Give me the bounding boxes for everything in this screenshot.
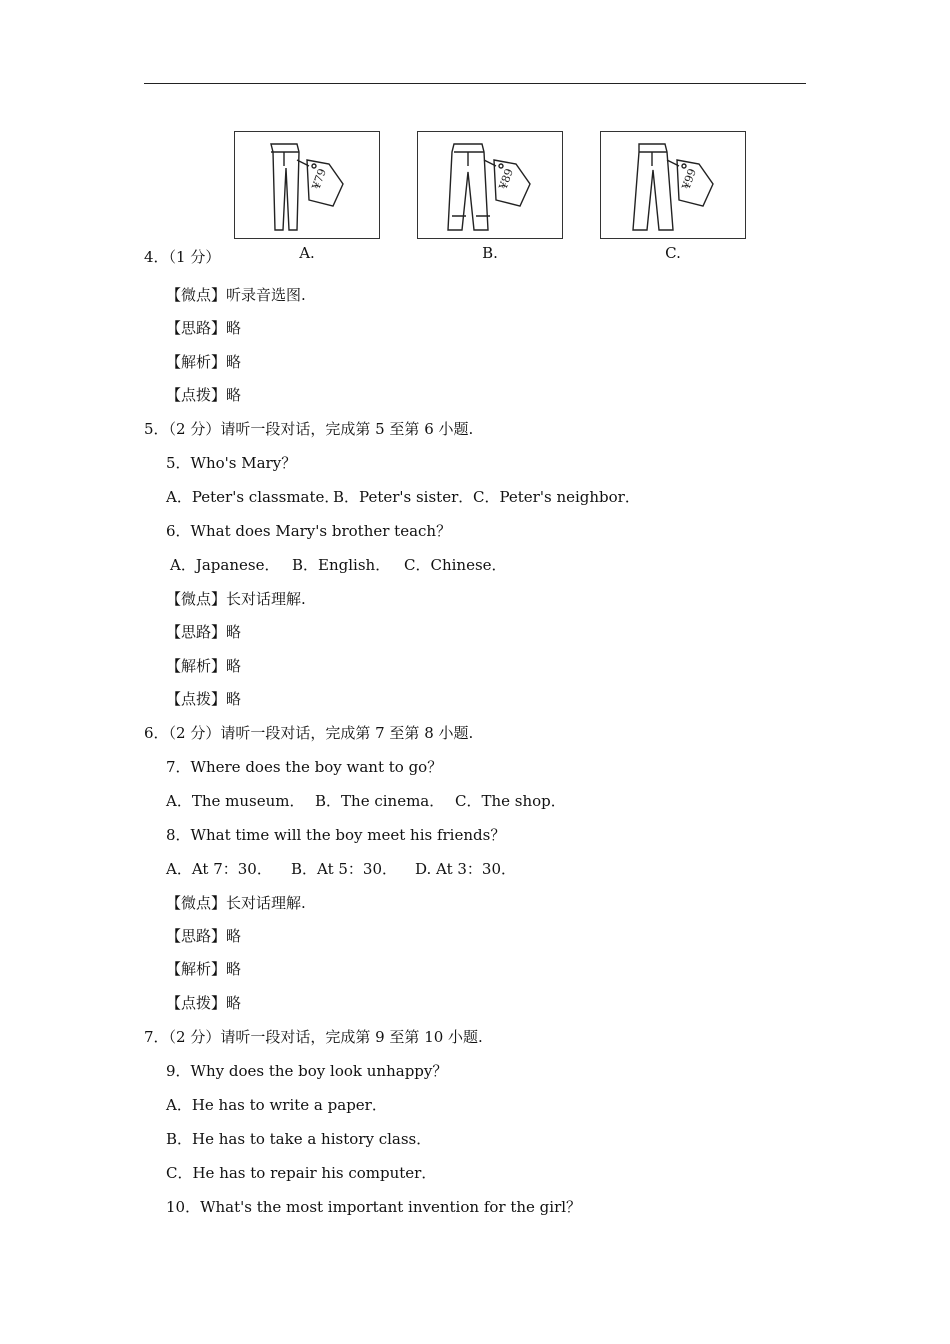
q6-sub2-option-d: D. At 3：30． bbox=[415, 860, 517, 878]
q4-dianbo: 【点拨】略 bbox=[166, 386, 242, 404]
picture-b bbox=[417, 131, 563, 239]
jeans-icon bbox=[601, 132, 747, 240]
q6-dianbo: 【点拨】略 bbox=[166, 994, 242, 1012]
q6-jiexi: 【解析】略 bbox=[166, 960, 242, 978]
price-tag-c: ¥99 bbox=[679, 166, 700, 192]
q5-sub2-option-c: C．Chinese． bbox=[404, 556, 507, 574]
picture-label-a: A. bbox=[299, 244, 315, 262]
q6-sub2-option-b: B．At 5：30． bbox=[291, 860, 398, 878]
q5-sub1-option-a: A．Peter's classmate． bbox=[166, 488, 340, 506]
q4-silu: 【思路】略 bbox=[166, 319, 242, 337]
picture-c bbox=[600, 131, 746, 239]
q5-sub2-option-a: A．Japanese． bbox=[170, 556, 280, 574]
q6-sub1-option-b: B．The cinema． bbox=[315, 792, 445, 810]
q6-silu: 【思路】略 bbox=[166, 927, 242, 945]
q5-dianbo: 【点拨】略 bbox=[166, 690, 242, 708]
q7-sub1-option-a: A．He has to write a paper． bbox=[166, 1096, 387, 1114]
q5-sub1-option-b: B．Peter's sister． bbox=[333, 488, 474, 506]
q5-sub2: 6．What does Mary's brother teach？ bbox=[166, 522, 452, 540]
q6-sub2-option-a: A．At 7：30． bbox=[166, 860, 272, 878]
q7-sub2: 10．What's the most important invention for the girl？ bbox=[166, 1198, 582, 1216]
jeans-icon bbox=[418, 132, 564, 240]
question-6-head: 6．（2 分）请听一段对话，完成第 7 至第 8 小题. bbox=[144, 724, 474, 742]
q4-weidian: 【微点】听录音选图. bbox=[166, 286, 306, 304]
q7-sub1-option-b: B．He has to take a history class． bbox=[166, 1130, 432, 1148]
q4-jiexi: 【解析】略 bbox=[166, 353, 242, 371]
price-tag-a: ¥79 bbox=[309, 166, 330, 192]
q5-silu: 【思路】略 bbox=[166, 623, 242, 641]
price-tag-b: ¥89 bbox=[496, 166, 517, 192]
q5-sub1-option-c: C．Peter's neighbor． bbox=[473, 488, 640, 506]
header-rule bbox=[144, 83, 806, 84]
q6-sub1-option-c: C．The shop． bbox=[455, 792, 566, 810]
picture-label-c: C. bbox=[665, 244, 681, 262]
q5-weidian: 【微点】长对话理解. bbox=[166, 590, 306, 608]
q6-weidian: 【微点】长对话理解. bbox=[166, 894, 306, 912]
q7-sub1-option-c: C．He has to repair his computer． bbox=[166, 1164, 437, 1182]
q6-sub1-option-a: A．The museum． bbox=[166, 792, 305, 810]
question-5-head: 5．（2 分）请听一段对话，完成第 5 至第 6 小题. bbox=[144, 420, 474, 438]
q6-sub1: 7．Where does the boy want to go？ bbox=[166, 758, 443, 776]
picture-label-b: B. bbox=[482, 244, 498, 262]
jeans-icon bbox=[235, 132, 381, 240]
q7-sub1: 9．Why does the boy look unhappy？ bbox=[166, 1062, 448, 1080]
q5-sub1: 5．Who's Mary？ bbox=[166, 454, 297, 472]
q6-sub2: 8．What time will the boy meet his friends？ bbox=[166, 826, 506, 844]
picture-options bbox=[0, 131, 950, 266]
q5-jiexi: 【解析】略 bbox=[166, 657, 242, 675]
question-7-head: 7．（2 分）请听一段对话，完成第 9 至第 10 小题. bbox=[144, 1028, 483, 1046]
picture-a bbox=[234, 131, 380, 239]
question-4-head: 4．（1 分） bbox=[144, 248, 221, 266]
q5-sub2-option-b: B．English． bbox=[292, 556, 391, 574]
